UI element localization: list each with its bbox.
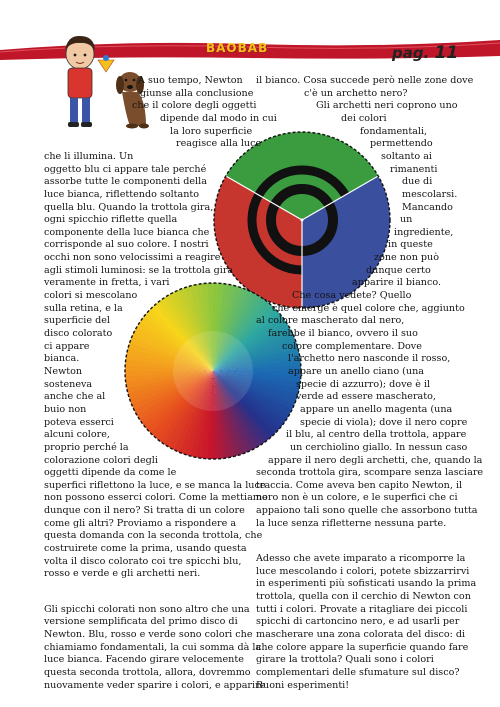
right-text-line: Gli archetti neri coprono uno <box>316 100 458 112</box>
right-text-line: trottola, quella con il cerchio di Newton con <box>256 591 471 602</box>
right-text-line: verde ad essere mascherato, <box>296 391 436 403</box>
left-text-line: componente della luce bianca che <box>44 226 210 238</box>
left-text-line: disco colorato <box>44 328 113 339</box>
right-text-line: ingrediente, <box>394 226 454 238</box>
left-text-line: corrisponde al suo colore. I nostri <box>44 239 209 251</box>
right-text-line: rimanenti <box>390 163 438 175</box>
right-text-line: l'archetto nero nasconde il rosso, <box>288 353 451 365</box>
right-text-line: zone non può <box>374 252 440 264</box>
left-text-line: bianca. <box>44 353 80 365</box>
left-text-line: questa seconda trottola, allora, dovremmo <box>44 666 251 678</box>
left-text-line: questa domanda con la seconda trottola, che <box>44 530 263 542</box>
right-text-line: specie di azzurro); dove è il <box>296 378 431 390</box>
right-text-line: seconda trottola gira, scompare senza lasciare <box>256 467 484 479</box>
right-text-line: permettendo <box>370 138 433 150</box>
left-text-line: volta il disco colorato coi tre spicchi blu, <box>44 555 242 567</box>
left-text-line: occhi non sono velocissimi a reagire <box>44 252 221 264</box>
right-text-line: Mancando <box>402 201 453 213</box>
right-text-line: luce mescolando i colori, potete sbizzarrirvi <box>256 565 470 577</box>
left-text-line: Newton <box>44 365 83 377</box>
wheel-center-glow <box>173 331 253 411</box>
left-text-line: oggetto blu ci appare tale perché <box>44 163 207 175</box>
right-text-line: nero non è un colore, e le superfici che ci <box>256 492 458 504</box>
left-text-line: nuovamente veder sparire i colori, e apparire <box>44 679 266 691</box>
right-text-line: soltanto ai <box>381 150 432 162</box>
right-text-line: un <box>400 214 413 226</box>
right-text-line: in esperimenti più sofisticati usando la prima <box>256 578 477 590</box>
left-text-line: la loro superficie <box>170 125 253 137</box>
right-text-line: la luce senza rifletterne nessuna parte. <box>256 517 447 529</box>
right-text-line: appare un anello magenta (una <box>300 403 453 415</box>
left-text-line: proprio perché la <box>44 441 129 453</box>
left-text-line: superficie del <box>44 315 110 327</box>
right-text-line: complementari delle sfumature sul disco? <box>256 666 460 678</box>
right-text-line: un cerchiolino giallo. In nessun caso <box>290 441 468 453</box>
left-text-line: A suo tempo, Newton <box>138 75 243 86</box>
left-text-line: luce bianca. Facendo girare velocemente <box>44 654 244 666</box>
left-text-line: colorazione colori degli <box>44 454 158 466</box>
right-text-line: spicchi di cartoncino nero, e ad usarli per <box>256 616 460 628</box>
right-text-line: appare il nero degli archetti, che, quando la <box>268 454 483 466</box>
right-text-line: fondamentali, <box>360 125 428 137</box>
right-text-line: mascherare una zona colorata del disco: di <box>256 628 466 640</box>
left-text-line: dipende dal modo in cui <box>160 112 277 124</box>
right-text-line: girare la trottola? Quali sono i colori <box>256 654 434 666</box>
page-number-value: 11 <box>434 43 459 63</box>
right-text-line: il blu, al centro della trottola, appare <box>286 429 467 441</box>
left-text-line: chiamiamo fondamentali, la cui somma dà la <box>44 641 262 653</box>
left-text-line: quella blu. Quando la trottola gira, <box>44 201 214 213</box>
right-text-line: Che cosa vedete? Quello <box>292 290 412 302</box>
right-text-line: Buoni esperimenti! <box>256 679 350 691</box>
right-text-line: farebbe il bianco, ovvero il suo <box>268 328 418 339</box>
page-number <box>392 43 458 63</box>
right-text-line: traccia. Come aveva ben capito Newton, il <box>256 479 463 491</box>
left-text-line: veramente in fretta, i vari <box>44 277 170 289</box>
page-label: pag. <box>392 44 430 62</box>
left-text-line: come gli altri? Proviamo a rispondere a <box>44 517 237 529</box>
right-text-line: specie di viola); dove il nero copre <box>300 416 468 428</box>
left-text-line: Gli spicchi colorati non sono altro che una <box>44 603 250 615</box>
left-text-line: Newton. Blu, rosso e verde sono colori che <box>44 628 253 640</box>
left-text-line: alcuni colore, <box>44 429 110 441</box>
left-text-line: anche che al <box>44 391 106 403</box>
right-text-line: c'è un archetto nero? <box>304 87 408 99</box>
left-text-line: colori si mescolano <box>44 290 138 302</box>
left-text-line: costruirete come la prima, usando questa <box>44 543 247 555</box>
left-text-line: rosso e verde e gli archetti neri. <box>44 568 201 580</box>
left-text-line: dunque con il nero? Si tratta di un colore <box>44 505 245 517</box>
right-text-line: apparire il bianco. <box>352 277 442 289</box>
left-text-line: versione semplificata del primo disco di <box>44 616 238 628</box>
right-text-line: che emerge è quel colore che, aggiunto <box>272 302 465 314</box>
left-text-line: sosteneva <box>44 378 93 390</box>
left-text-line: luce bianca, riflettendo soltanto <box>44 188 200 200</box>
left-text-line: che li illumina. Un <box>44 150 134 162</box>
right-text-line: dunque certo <box>366 264 431 276</box>
left-text-line: agli stimoli luminosi: se la trottola gira <box>44 264 234 276</box>
left-text-line: buio non <box>44 403 87 415</box>
right-text-line: appare un anello ciano (una <box>288 365 424 377</box>
left-text-line: superfici riflettono la luce, e se manca la luce <box>44 479 266 491</box>
left-text-line: oggetti dipende da come le <box>44 467 177 479</box>
right-text-line: colore complementare. Dove <box>282 340 422 352</box>
right-text-line: appaiono tali sono quelle che assorbono tutta <box>256 505 478 517</box>
right-text-line: che colore appare la superficie quando fare <box>256 641 469 653</box>
left-text-line: sulla retina, e la <box>44 302 123 314</box>
left-text-line: assorbe tutte le componenti della <box>44 176 207 188</box>
right-text-line: mescolarsi. <box>402 188 458 200</box>
magazine-logo: BAOBAB <box>206 41 269 55</box>
right-text-line: due di <box>402 176 433 188</box>
right-text-line: il bianco. Cosa succede però nelle zone dove <box>256 75 474 86</box>
left-text-line: ogni spicchio riflette quella <box>44 214 178 226</box>
right-text-line: Adesso che avete imparato a ricomporre la <box>256 553 466 565</box>
left-text-line: che il colore degli oggetti <box>132 100 257 112</box>
center-dot <box>301 219 304 222</box>
left-text-line: reagisce alla luce <box>176 138 262 150</box>
right-text-line: dei colori <box>341 112 387 124</box>
right-text-line: tutti i colori. Provate a ritagliare dei piccoli <box>256 603 468 615</box>
right-text-line: in queste <box>388 239 433 251</box>
left-text-line: giunse alla conclusione <box>140 87 254 99</box>
left-text-line: ci appare <box>44 340 90 352</box>
right-text-line: al colore mascherato dal nero, <box>256 315 405 327</box>
left-text-line: non possono esserci colori. Come la mettiamo <box>44 492 268 504</box>
left-text-line: poteva esserci <box>44 416 114 428</box>
